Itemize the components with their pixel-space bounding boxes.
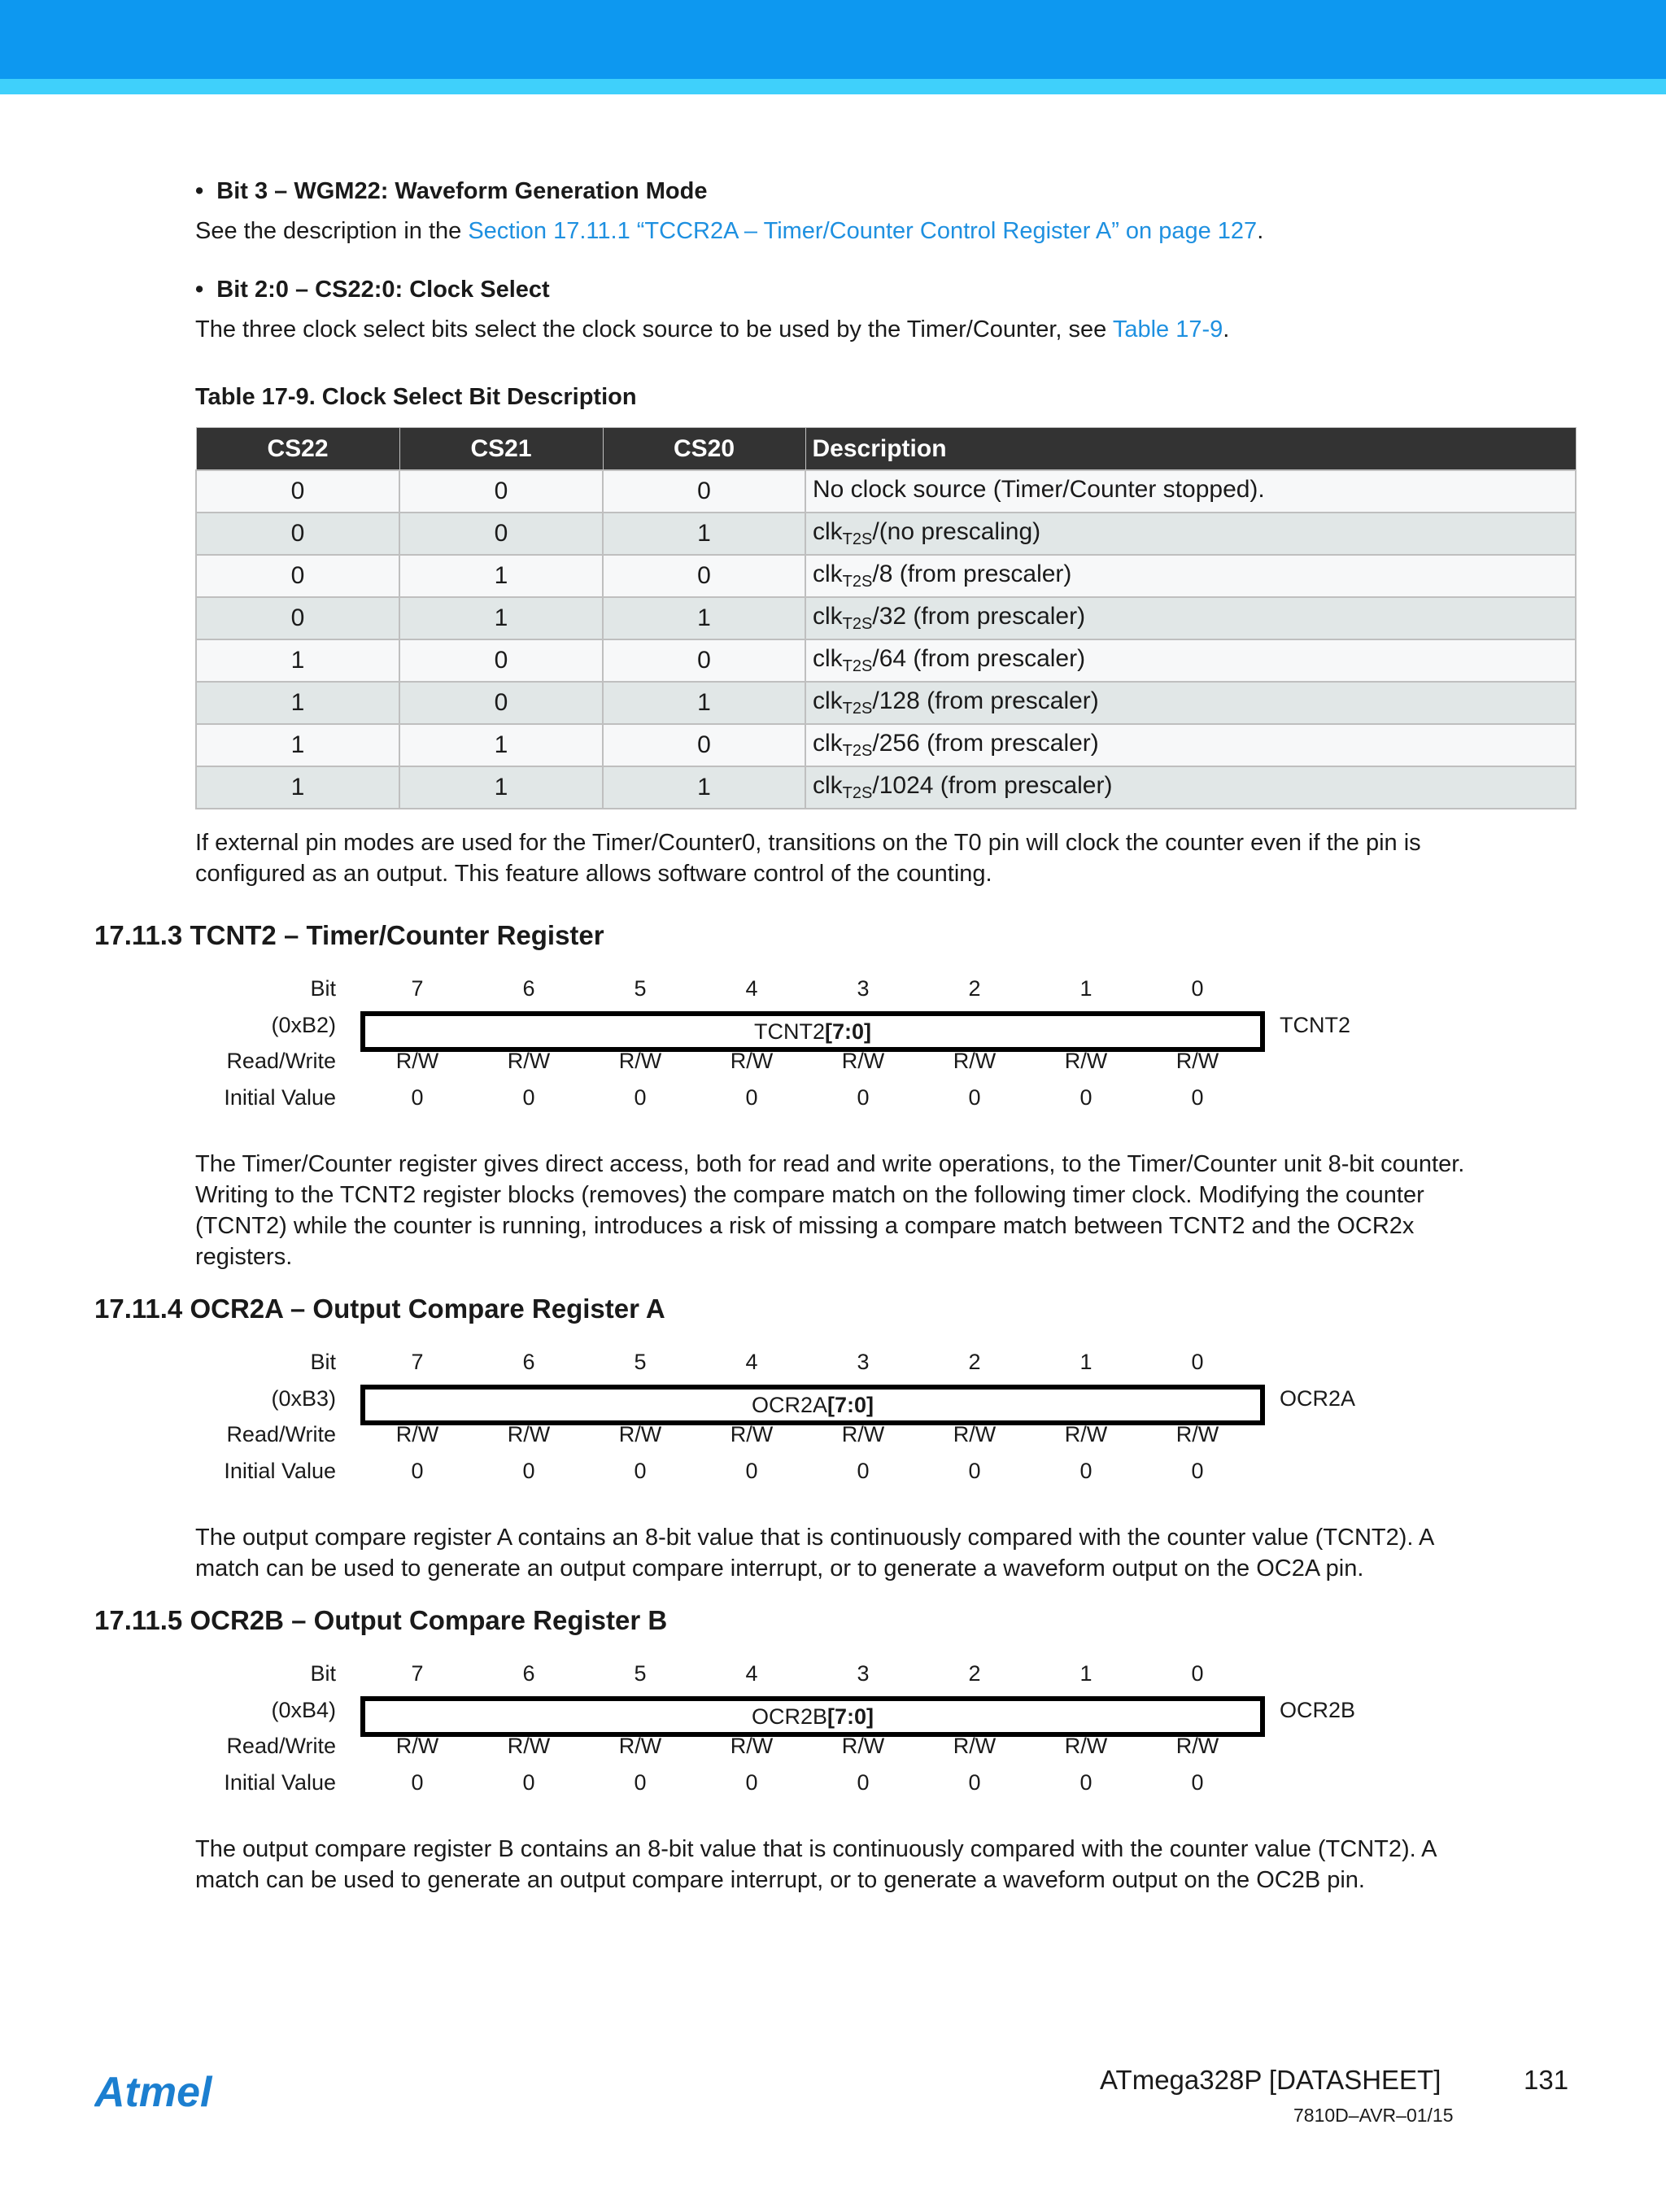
bit-access: R/W [507, 1734, 551, 1758]
cell-cs22: 1 [196, 724, 399, 766]
paragraph-line: registers. [195, 1244, 293, 1270]
field-name: OCR2B [751, 1704, 827, 1729]
header-stripe [0, 79, 1666, 94]
read-write-label: Read/Write [226, 1734, 336, 1758]
cell-cs20: 1 [603, 766, 805, 809]
bit-initial-value: 0 [411, 1085, 424, 1110]
bit-access: R/W [1175, 1422, 1219, 1446]
bit-access: R/W [395, 1734, 439, 1758]
register-field-box [360, 1011, 1265, 1052]
bit-number: 6 [522, 976, 535, 1001]
header-cs20: CS20 [603, 428, 805, 471]
bit20-heading [195, 274, 550, 305]
field-bits: [7:0] [827, 1393, 874, 1417]
paragraph-line: The Timer/Counter register gives direct access, both for read and write operations, to the Timer/Counter unit 8-bit counter. [195, 1151, 1465, 1177]
register-name: OCR2A [1280, 1386, 1356, 1411]
bit20-heading-text: Bit 2:0 – CS22:0: Clock Select [216, 277, 550, 303]
bit-initial-value: 0 [522, 1085, 535, 1110]
bit-number: 1 [1079, 1661, 1092, 1686]
table-row [196, 470, 1576, 513]
bit-number: 4 [745, 1661, 758, 1686]
table-row [196, 766, 1576, 809]
initial-value-label: Initial Value [224, 1459, 336, 1483]
atmel-logo [94, 2070, 241, 2118]
field-name: TCNT2 [753, 1019, 825, 1044]
external-note-line: If external pin modes are used for the Timer/Counter0, transitions on the T0 pin will clock the counter even if the pin is [195, 830, 1421, 856]
bit-label: Bit [310, 1661, 336, 1686]
cell-cs20: 1 [603, 513, 805, 555]
bit-initial-value: 0 [1079, 1085, 1092, 1110]
field-name: OCR2A [751, 1393, 827, 1417]
cell-cs21: 1 [399, 597, 603, 639]
desc-main: clk [813, 645, 843, 672]
bit-label: Bit [310, 976, 336, 1001]
cell-description [805, 724, 1576, 766]
bit-access: R/W [507, 1049, 551, 1073]
section-link[interactable]: Section 17.11.1 “TCCR2A – Timer/Counter Control Register A” on page 127 [468, 218, 1258, 244]
bit-initial-value: 0 [1191, 1459, 1204, 1483]
desc-subscript: T2S [842, 657, 873, 675]
paragraph-line: The output compare register A contains an 8-bit value that is continuously compared with the counter value (TCNT2). A [195, 1525, 1435, 1551]
bit20-description [195, 314, 1229, 345]
bit-initial-value: 0 [634, 1459, 647, 1483]
paragraph-line: match can be used to generate an output compare interrupt, or to generate a waveform output on the OC2B pin. [195, 1867, 1365, 1893]
bit-number: 4 [745, 1350, 758, 1374]
bit-access: R/W [841, 1049, 885, 1073]
bit-initial-value: 0 [411, 1770, 424, 1795]
desc-main: clk [813, 730, 843, 757]
register-address: (0xB3) [271, 1386, 336, 1411]
bit3-description [195, 216, 1263, 247]
bit-number: 3 [857, 1350, 870, 1374]
bit-initial-value: 0 [522, 1770, 535, 1795]
bit-number: 0 [1191, 976, 1204, 1001]
bit-initial-value: 0 [968, 1085, 981, 1110]
bit-initial-value: 0 [857, 1770, 870, 1795]
cell-cs22: 0 [196, 513, 399, 555]
cell-cs20: 1 [603, 597, 805, 639]
bit3-text: See the description in the [195, 218, 469, 244]
cell-cs20: 1 [603, 682, 805, 724]
cell-cs22: 1 [196, 682, 399, 724]
register-address: (0xB2) [271, 1013, 336, 1037]
bit-number: 1 [1079, 1350, 1092, 1374]
cell-description [805, 766, 1576, 809]
cell-cs21: 0 [399, 470, 603, 513]
register-diagram [0, 1661, 1666, 1795]
cell-description [805, 682, 1576, 724]
cell-description [805, 555, 1576, 597]
bit-initial-value: 0 [745, 1085, 758, 1110]
header-bar [0, 0, 1666, 79]
bit3-heading-text: Bit 3 – WGM22: Waveform Generation Mode [216, 178, 708, 204]
bit-initial-value: 0 [857, 1085, 870, 1110]
table-row [196, 513, 1576, 555]
cell-cs21: 0 [399, 682, 603, 724]
table-header-row [196, 428, 1576, 471]
bit-number: 7 [411, 1350, 424, 1374]
desc-rest: /128 (from prescaler) [872, 687, 1099, 714]
header-cs21: CS21 [399, 428, 603, 471]
bit-number: 7 [411, 976, 424, 1001]
external-note [195, 827, 1421, 889]
bit-access: R/W [618, 1422, 662, 1446]
bit-access: R/W [730, 1422, 774, 1446]
bit-access: R/W [1064, 1049, 1108, 1073]
desc-subscript: T2S [842, 700, 873, 718]
bit-access: R/W [953, 1049, 997, 1073]
bit-number: 3 [857, 1661, 870, 1686]
desc-subscript: T2S [842, 742, 873, 760]
bit3-text-end: . [1257, 218, 1264, 244]
cell-cs20: 0 [603, 639, 805, 682]
field-bits: [7:0] [824, 1019, 871, 1044]
section-title: 17.11.5 OCR2B – Output Compare Register B [94, 1605, 668, 1635]
bit-access: R/W [841, 1422, 885, 1446]
cell-cs21: 0 [399, 513, 603, 555]
table-row [196, 639, 1576, 682]
bit-access: R/W [395, 1049, 439, 1073]
bit20-text-end: . [1223, 316, 1230, 342]
bit-number: 6 [522, 1661, 535, 1686]
section-title: 17.11.3 TCNT2 – Timer/Counter Register [94, 920, 604, 950]
bit-number: 2 [968, 1661, 981, 1686]
cell-cs22: 0 [196, 470, 399, 513]
bit-number: 5 [634, 1661, 647, 1686]
desc-main: clk [813, 687, 843, 714]
table-row [196, 724, 1576, 766]
bit-access: R/W [618, 1734, 662, 1758]
desc-main: clk [813, 603, 843, 630]
desc-rest: /1024 (from prescaler) [872, 772, 1113, 799]
cell-cs22: 0 [196, 597, 399, 639]
cell-cs21: 0 [399, 639, 603, 682]
cell-cs21: 1 [399, 724, 603, 766]
bit-initial-value: 0 [745, 1770, 758, 1795]
bit-number: 7 [411, 1661, 424, 1686]
cell-cs22: 0 [196, 555, 399, 597]
bit-initial-value: 0 [634, 1770, 647, 1795]
register-field-box [360, 1696, 1265, 1737]
desc-rest: /8 (from prescaler) [872, 561, 1072, 587]
bit-number: 2 [968, 1350, 981, 1374]
bullet: • [195, 178, 217, 204]
register-name: TCNT2 [1280, 1013, 1350, 1037]
desc-main: clk [813, 518, 843, 545]
bit-access: R/W [507, 1422, 551, 1446]
desc-main: clk [813, 561, 843, 587]
bit-number: 2 [968, 976, 981, 1001]
cell-description [805, 639, 1576, 682]
cell-cs22: 1 [196, 639, 399, 682]
paragraph-line: The output compare register B contains an 8-bit value that is continuously compared with the counter value (TCNT2). A [195, 1836, 1437, 1862]
bit-number: 3 [857, 976, 870, 1001]
cell-cs20: 0 [603, 724, 805, 766]
initial-value-label: Initial Value [224, 1085, 336, 1110]
page-number: 131 [1524, 2065, 1569, 2095]
desc-rest: /64 (from prescaler) [872, 645, 1086, 672]
desc-rest: /32 (from prescaler) [872, 603, 1086, 630]
cell-cs22: 1 [196, 766, 399, 809]
table-row [196, 597, 1576, 639]
bit-access: R/W [953, 1734, 997, 1758]
bit-access: R/W [1064, 1422, 1108, 1446]
paragraph-line: match can be used to generate an output compare interrupt, or to generate a waveform output on the OC2A pin. [195, 1555, 1364, 1582]
bit-label: Bit [310, 1350, 336, 1374]
bullet: • [195, 277, 217, 303]
table-row [196, 682, 1576, 724]
section-paragraph [195, 1149, 1464, 1272]
field-bits: [7:0] [827, 1704, 874, 1729]
bit-initial-value: 0 [857, 1459, 870, 1483]
section-paragraph [195, 1522, 1434, 1584]
bit-initial-value: 0 [1079, 1770, 1092, 1795]
bit-access: R/W [953, 1422, 997, 1446]
bit-number: 0 [1191, 1661, 1204, 1686]
cell-cs21: 1 [399, 555, 603, 597]
document-id: 7810D–AVR–01/15 [1293, 2105, 1454, 2126]
table-link[interactable]: Table 17-9 [1112, 316, 1223, 342]
section-paragraph [195, 1834, 1437, 1896]
register-name: OCR2B [1280, 1698, 1356, 1722]
bit-number: 0 [1191, 1350, 1204, 1374]
paragraph-line: Writing to the TCNT2 register blocks (removes) the compare match on the following timer clock. Modifying the counter [195, 1182, 1424, 1208]
logo-text: Atmel [94, 2070, 212, 2114]
bit3-heading [195, 176, 707, 207]
desc-subscript: T2S [842, 573, 873, 591]
bit-access: R/W [730, 1734, 774, 1758]
bit-access: R/W [730, 1049, 774, 1073]
desc-subscript: T2S [842, 615, 873, 633]
bit20-text: The three clock select bits select the clock source to be used by the Timer/Counter, see [195, 316, 1113, 342]
desc-main: clk [813, 772, 843, 799]
bit-initial-value: 0 [1191, 1770, 1204, 1795]
desc-main: No clock source (Timer/Counter stopped). [813, 476, 1265, 503]
clock-select-table [195, 427, 1577, 809]
initial-value-label: Initial Value [224, 1770, 336, 1795]
cell-description [805, 513, 1576, 555]
table-caption: Table 17-9. Clock Select Bit Description [195, 384, 637, 410]
cell-cs20: 0 [603, 470, 805, 513]
bit-initial-value: 0 [1079, 1459, 1092, 1483]
desc-rest: /256 (from prescaler) [872, 730, 1099, 757]
bit-initial-value: 0 [1191, 1085, 1204, 1110]
desc-subscript: T2S [842, 530, 873, 548]
bit-access: R/W [1175, 1734, 1219, 1758]
header-description: Description [805, 428, 1576, 471]
bit-number: 5 [634, 1350, 647, 1374]
register-diagram [0, 976, 1666, 1110]
register-field-box [360, 1385, 1265, 1425]
bit-number: 5 [634, 976, 647, 1001]
read-write-label: Read/Write [226, 1422, 336, 1446]
section-title: 17.11.4 OCR2A – Output Compare Register A [94, 1294, 665, 1324]
paragraph-line: (TCNT2) while the counter is running, introduces a risk of missing a compare match between TCNT2 and the OCR2x [195, 1213, 1415, 1239]
bit-access: R/W [1064, 1734, 1108, 1758]
bit-access: R/W [1175, 1049, 1219, 1073]
register-address: (0xB4) [271, 1698, 336, 1722]
cell-cs21: 1 [399, 766, 603, 809]
register-diagram [0, 1350, 1666, 1484]
bit-initial-value: 0 [411, 1459, 424, 1483]
header-cs22: CS22 [196, 428, 399, 471]
external-note-line: configured as an output. This feature allows software control of the counting. [195, 861, 992, 887]
bit-initial-value: 0 [522, 1459, 535, 1483]
desc-subscript: T2S [842, 784, 873, 802]
bit-number: 4 [745, 976, 758, 1001]
bit-access: R/W [841, 1734, 885, 1758]
bit-initial-value: 0 [634, 1085, 647, 1110]
bit-access: R/W [395, 1422, 439, 1446]
bit-initial-value: 0 [968, 1459, 981, 1483]
desc-rest: /(no prescaling) [872, 518, 1041, 545]
footer-title: ATmega328P [DATASHEET] [1100, 2065, 1441, 2095]
table-row [196, 555, 1576, 597]
read-write-label: Read/Write [226, 1049, 336, 1073]
bit-initial-value: 0 [745, 1459, 758, 1483]
cell-description [805, 470, 1576, 513]
cell-cs20: 0 [603, 555, 805, 597]
bit-initial-value: 0 [968, 1770, 981, 1795]
bit-number: 6 [522, 1350, 535, 1374]
cell-description [805, 597, 1576, 639]
bit-access: R/W [618, 1049, 662, 1073]
bit-number: 1 [1079, 976, 1092, 1001]
